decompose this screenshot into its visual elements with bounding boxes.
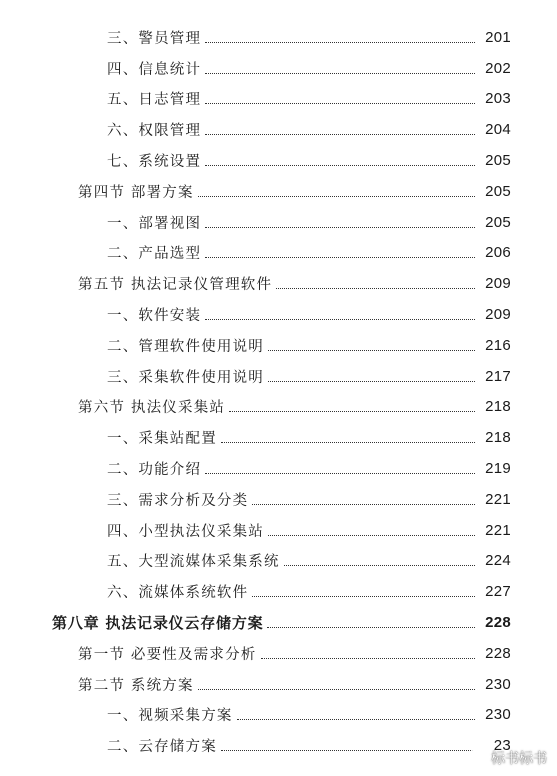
dot-leader [205,151,475,166]
toc-entry[interactable] [0,268,557,299]
dot-leader [268,521,475,536]
toc-entry-label: 四、小型执法仪采集站 [107,520,266,541]
toc-entry-label: 六、流媒体系统软件 [107,581,250,602]
toc-entry[interactable] [0,607,557,638]
dot-leader [276,274,475,289]
toc-entry-page: 201 [485,28,511,46]
dot-leader [205,213,475,228]
toc-entry-page: 228 [485,614,511,632]
toc-entry-page: 205 [485,152,511,170]
dot-leader [261,644,475,659]
toc-entry-label: 第四节 部署方案 [78,181,196,202]
toc-entry[interactable] [0,515,557,546]
dot-leader [205,305,475,320]
toc-entry-page: 202 [485,59,511,77]
toc-entry[interactable] [0,238,557,269]
toc-entry[interactable] [0,114,557,145]
toc-entry[interactable] [0,546,557,577]
dot-leader [252,490,475,505]
toc-entry[interactable] [0,638,557,669]
dot-leader [268,367,475,382]
toc-entry[interactable] [0,53,557,84]
dot-leader [205,89,475,104]
toc-entry-label: 二、云存储方案 [107,735,219,756]
watermark-text: 标书标书 [491,751,547,767]
toc-entry-page: 205 [485,213,511,231]
toc-entry-page: 228 [485,644,511,662]
dot-leader [205,459,475,474]
toc-entry-page: 224 [485,552,511,570]
toc-entry-page: 230 [485,706,511,724]
dot-leader [198,182,475,197]
toc-entry-label: 一、软件安装 [107,304,203,325]
toc-entry[interactable] [0,422,557,453]
toc-entry[interactable] [0,176,557,207]
wechat-icon [467,749,487,767]
toc-entry-label: 一、部署视图 [107,212,203,233]
toc-entry-label: 三、警员管理 [107,27,203,48]
toc-entry-page: 221 [485,490,511,508]
toc-entry-label: 二、管理软件使用说明 [107,335,266,356]
toc-entry[interactable] [0,700,557,731]
dot-leader [221,736,475,751]
toc-entry-page: 227 [485,583,511,601]
dot-leader [205,120,475,135]
toc-entry-label: 二、产品选型 [107,242,203,263]
dot-leader [284,551,475,566]
toc-entry[interactable] [0,484,557,515]
toc-entry-label: 三、需求分析及分类 [107,489,250,510]
dot-leader [268,336,475,351]
toc-entry-label: 三、采集软件使用说明 [107,366,266,387]
toc-entry-label: 六、权限管理 [107,119,203,140]
toc-entry-page: 23 [493,737,511,755]
toc-entry[interactable] [0,207,557,238]
toc-entry-label: 第二节 系统方案 [78,674,196,695]
toc-entry-label: 五、大型流媒体采集系统 [107,550,282,571]
toc-entry-label: 第八章 执法记录仪云存储方案 [52,614,264,633]
dot-leader [237,705,475,720]
toc-entry-label: 第五节 执法记录仪管理软件 [78,273,274,294]
toc-entry-page: 217 [485,367,511,385]
watermark [467,748,547,768]
toc-entry[interactable] [0,145,557,176]
toc-entry-label: 一、视频采集方案 [107,704,235,725]
table-of-contents [0,22,557,761]
dot-leader [205,28,475,43]
toc-entry-label: 一、采集站配置 [107,427,219,448]
toc-entry-page: 206 [485,244,511,262]
toc-entry[interactable] [0,299,557,330]
toc-entry[interactable] [0,453,557,484]
toc-entry-page: 218 [485,398,511,416]
toc-entry-label: 五、日志管理 [107,88,203,109]
dot-leader [198,675,475,690]
toc-entry[interactable] [0,576,557,607]
toc-entry-label: 第一节 必要性及需求分析 [78,643,259,664]
dot-leader [221,428,475,443]
toc-entry-label: 二、功能介绍 [107,458,203,479]
toc-entry-page: 209 [485,306,511,324]
dot-leader [252,582,475,597]
toc-entry-page: 219 [485,460,511,478]
toc-entry-page: 216 [485,336,511,354]
dot-leader [229,397,475,412]
toc-entry[interactable] [0,22,557,53]
toc-entry[interactable] [0,330,557,361]
dot-leader [205,59,475,74]
toc-entry[interactable] [0,361,557,392]
toc-entry[interactable] [0,392,557,423]
toc-entry-page: 221 [485,521,511,539]
toc-entry-page: 203 [485,90,511,108]
toc-entry-label: 第六节 执法仪采集站 [78,396,227,417]
dot-leader [205,243,475,258]
toc-entry-label: 七、系统设置 [107,150,203,171]
toc-entry-page: 230 [485,675,511,693]
toc-entry-page: 205 [485,182,511,200]
toc-entry-label: 四、信息统计 [107,58,203,79]
toc-entry[interactable] [0,669,557,700]
toc-entry-page: 209 [485,275,511,293]
toc-entry-page: 218 [485,429,511,447]
toc-entry[interactable] [0,84,557,115]
dot-leader [267,613,475,628]
toc-entry-page: 204 [485,121,511,139]
